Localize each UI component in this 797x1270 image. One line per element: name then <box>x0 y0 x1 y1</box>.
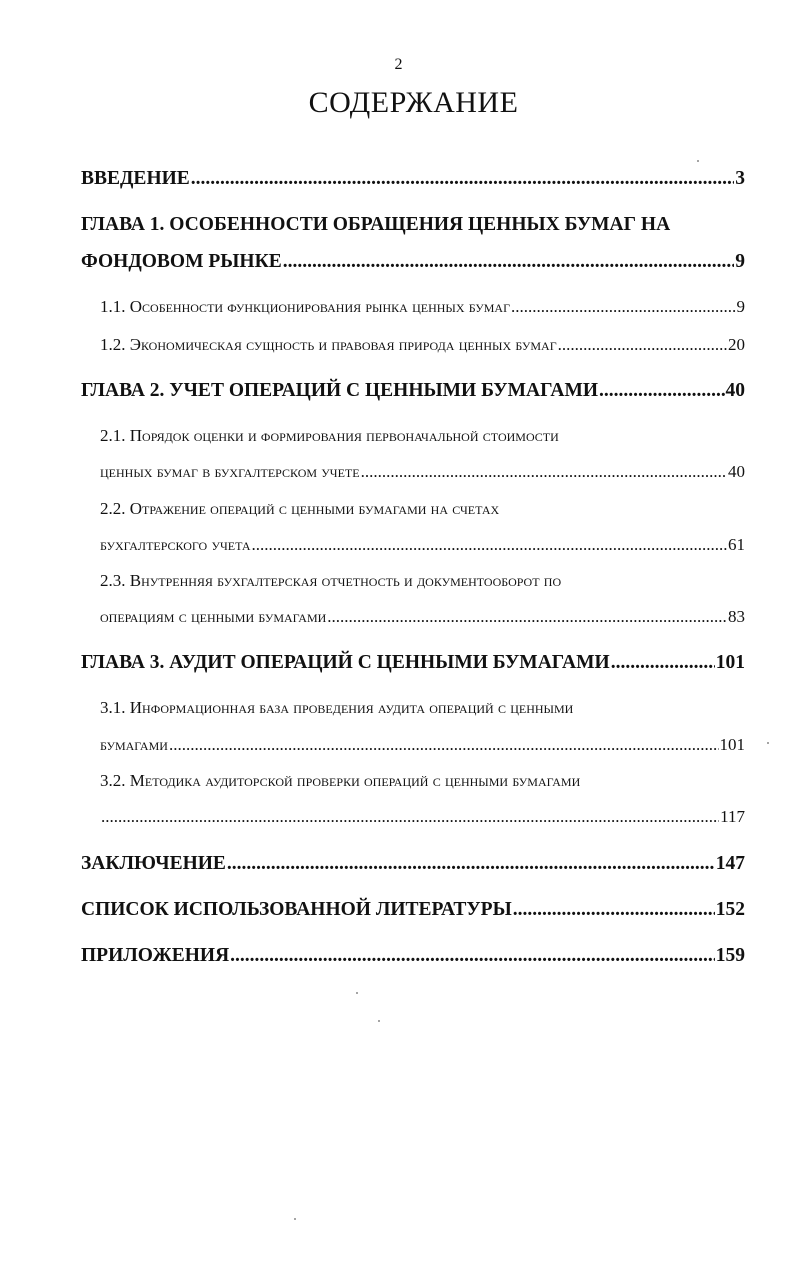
toc-page-ref: 40 <box>725 380 745 401</box>
toc-entry-label: ПРИЛОЖЕНИЯ <box>81 945 230 966</box>
toc-entry-label: ГЛАВА 3. АУДИТ ОПЕРАЦИЙ С ЦЕННЫМИ БУМАГАМИ <box>81 652 610 673</box>
toc-entry-label-cont: ФОНДОВОМ РЫНКЕ <box>81 251 282 272</box>
dot-leader <box>227 853 715 875</box>
scan-speck <box>356 992 358 994</box>
toc-page-ref: 61 <box>728 535 745 554</box>
dot-leader <box>327 607 727 627</box>
toc-entry-label: СПИСОК ИСПОЛЬЗОВАННОЙ ЛИТЕРАТУРЫ <box>81 899 512 920</box>
toc-page-ref: 83 <box>728 607 745 626</box>
toc-entry-label: 3.1. Информационная база проведения аудита операций с ценными <box>100 698 574 717</box>
toc-entry-label: ГЛАВА 2. УЧЕТ ОПЕРАЦИЙ С ЦЕННЫМИ БУМАГАМИ <box>81 380 599 401</box>
toc-page-ref: 159 <box>715 945 745 966</box>
toc-entry-label-cont: операциям с ценными бумагами <box>100 607 327 626</box>
scan-speck <box>697 160 699 162</box>
scan-speck <box>294 1218 296 1220</box>
toc-page-ref: 147 <box>715 853 745 874</box>
dot-leader <box>513 899 715 921</box>
dot-leader <box>230 945 715 967</box>
scan-speck <box>378 1020 380 1022</box>
toc-entry-label-cont: ценных бумаг в бухгалтерском учете <box>100 462 360 481</box>
toc-entry-label: 3.2. Методика аудиторской проверки операций с ценными бумагами <box>100 771 581 790</box>
dot-leader <box>283 251 735 273</box>
dot-leader <box>252 535 728 555</box>
toc-entry-label: ГЛАВА 1. ОСОБЕННОСТИ ОБРАЩЕНИЯ ЦЕННЫХ БУМАГ НА <box>81 214 671 235</box>
dot-leader <box>101 807 719 827</box>
toc-page-ref: 3 <box>735 168 745 189</box>
dot-leader <box>191 168 734 190</box>
dot-leader <box>611 652 715 674</box>
toc-entry-label: 2.1. Порядок оценки и формирования первоначальной стоимости <box>100 426 559 445</box>
toc-entry-label-cont: бумагами <box>100 735 168 754</box>
toc-page-ref: 117 <box>720 807 745 826</box>
toc-entry-label-cont: бухгалтерского учета <box>100 535 251 554</box>
toc-entry-label: 2.3. Внутренняя бухгалтерская отчетность и документооборот по <box>100 571 562 590</box>
toc-entry-label: 1.1. Особенности функционирования рынка ценных бумаг <box>100 297 511 316</box>
toc-page-ref: 40 <box>728 462 745 481</box>
dot-leader <box>599 380 724 402</box>
toc-page-ref: 101 <box>715 652 745 673</box>
toc-entry-label: ЗАКЛЮЧЕНИЕ <box>81 853 226 874</box>
toc-entry-label: 1.2. Экономическая сущность и правовая природа ценных бумаг <box>100 335 557 354</box>
toc-page-ref: 101 <box>719 735 745 754</box>
toc-page-ref: 20 <box>728 335 745 354</box>
dot-leader <box>169 735 719 755</box>
toc-page-ref: 9 <box>736 297 745 316</box>
dot-leader <box>558 335 727 355</box>
toc-page-ref: 9 <box>735 251 745 272</box>
toc-page-ref: 152 <box>715 899 745 920</box>
page-title: СОДЕРЖАНИЕ <box>308 86 519 119</box>
dot-leader <box>361 462 727 482</box>
toc-entry-label: ВВЕДЕНИЕ <box>81 168 190 189</box>
dot-leader <box>511 297 735 317</box>
scan-speck <box>767 742 769 744</box>
toc-entry-label: 2.2. Отражение операций с ценными бумагами на счетах <box>100 499 500 518</box>
page-number: 2 <box>394 56 403 73</box>
